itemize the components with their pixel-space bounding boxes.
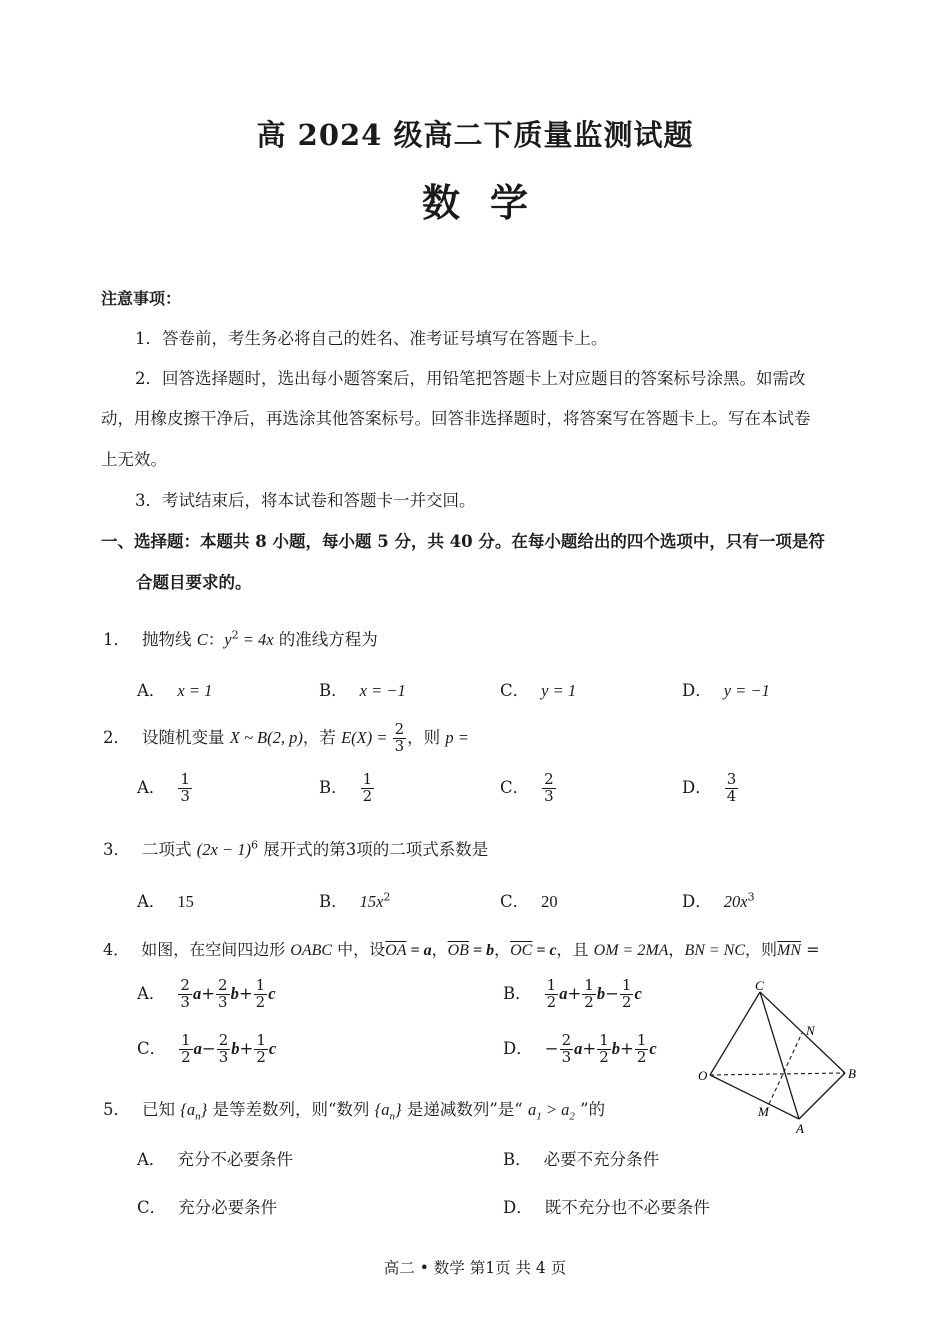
sign: + xyxy=(238,983,253,1003)
math-expression: p = xyxy=(445,727,469,747)
question-text: 展开式的第3项的二项式系数是 xyxy=(257,840,489,859)
option-label: A． xyxy=(137,681,166,700)
math-expression: {a xyxy=(180,1100,196,1119)
math-expression: a xyxy=(528,1100,537,1119)
vector-symbol: b xyxy=(231,1038,240,1058)
question-text: ，且 xyxy=(556,940,594,959)
question-text: ： xyxy=(207,630,225,649)
question-text: 是等差数列，则“数列 xyxy=(207,1100,375,1119)
denominator: 3 xyxy=(180,786,190,805)
denominator: 3 xyxy=(394,736,405,755)
question-3 xyxy=(103,836,488,860)
option-label: B． xyxy=(319,777,348,797)
denominator: 4 xyxy=(726,786,737,805)
math-expression: BN = NC xyxy=(684,942,746,959)
numerator: 2 xyxy=(544,770,554,788)
option-label: C． xyxy=(500,681,530,700)
math-symbol: y xyxy=(224,630,232,649)
option-label: B． xyxy=(319,892,348,911)
option-label: C． xyxy=(137,1038,167,1058)
option-label: D． xyxy=(503,1198,533,1217)
math-expression: } xyxy=(200,1100,208,1119)
q5-option-c[interactable] xyxy=(137,1194,277,1218)
question-text: 抛物线 xyxy=(142,630,197,649)
denominator: 3 xyxy=(561,1047,572,1066)
q1-option-c[interactable] xyxy=(500,677,576,701)
fraction xyxy=(582,978,596,1011)
q2-option-b[interactable] xyxy=(319,772,375,805)
vector-symbol: a xyxy=(559,983,568,1003)
edge-ob-dashed xyxy=(710,1073,845,1075)
q3-option-a[interactable] xyxy=(137,888,194,912)
option-value: 必要不充分条件 xyxy=(543,1150,660,1169)
sign: + xyxy=(619,1038,634,1058)
option-label: C． xyxy=(500,892,530,911)
option-value: 充分不必要条件 xyxy=(177,1150,293,1169)
q2-option-c[interactable] xyxy=(500,772,557,805)
option-value: 20x xyxy=(723,892,748,911)
numerator: 1 xyxy=(599,1031,609,1049)
label-o: O xyxy=(698,1068,708,1083)
vector-symbol: b xyxy=(230,983,239,1003)
math-expression: (2x − 1) xyxy=(196,840,251,859)
fraction xyxy=(542,772,556,805)
option-value: 15 xyxy=(177,892,194,911)
math-expression: X ~ B(2, p) xyxy=(229,727,303,747)
q3-option-b[interactable] xyxy=(319,888,390,912)
option-value: 充分必要条件 xyxy=(178,1198,278,1217)
denominator: 2 xyxy=(362,786,373,805)
question-number: 2． xyxy=(103,727,130,747)
question-4 xyxy=(103,937,820,960)
vector-symbol: a xyxy=(574,1038,583,1058)
question-5 xyxy=(103,1096,605,1122)
question-1 xyxy=(103,626,378,650)
fraction xyxy=(545,978,559,1011)
question-text: = xyxy=(801,940,820,959)
vector-symbol: c xyxy=(268,983,276,1003)
fraction xyxy=(254,1033,268,1066)
question-text: 是递减数列”是“ xyxy=(401,1100,528,1119)
option-value: y = 1 xyxy=(541,681,577,700)
q5-option-a[interactable] xyxy=(137,1146,293,1170)
edge-oa xyxy=(710,1075,799,1119)
numerator: 2 xyxy=(218,1031,229,1049)
numerator: 1 xyxy=(181,1031,191,1049)
edge-oc xyxy=(710,992,760,1075)
q4-option-d[interactable] xyxy=(503,1033,657,1066)
math-expression: = a xyxy=(406,942,432,959)
vector-symbol: c xyxy=(634,983,642,1003)
fraction xyxy=(635,1033,649,1066)
math-expression: = 4x xyxy=(238,630,274,649)
question-number: 5． xyxy=(103,1100,130,1119)
notice-item-1: 1．答卷前，考生务必将自己的姓名、准考证号填写在答题卡上。 xyxy=(135,329,608,348)
numerator: 1 xyxy=(584,976,594,994)
vector-symbol: b xyxy=(611,1038,620,1058)
label-m: M xyxy=(758,1104,769,1119)
math-expression: E(X) = xyxy=(341,727,392,747)
fraction xyxy=(620,978,634,1011)
separator: ， xyxy=(668,940,685,959)
fraction xyxy=(725,772,739,805)
q3-option-c[interactable] xyxy=(500,888,558,912)
denominator: 2 xyxy=(621,992,632,1011)
denominator: 3 xyxy=(218,1047,229,1066)
option-label: A． xyxy=(137,1150,166,1169)
notice-item-3: 3．考试结束后，将本试卷和答题卡一并交回。 xyxy=(135,491,476,510)
numerator: 1 xyxy=(546,976,557,994)
option-value: 15x xyxy=(359,892,384,911)
fraction xyxy=(178,772,192,805)
sign: + xyxy=(582,1038,597,1058)
numerator: 1 xyxy=(255,976,266,994)
segment-mn-dashed xyxy=(769,1033,802,1104)
vector-oc: $\overline{OC}$ xyxy=(510,942,533,959)
sign: − xyxy=(605,983,619,1003)
q2-option-a[interactable] xyxy=(137,772,193,805)
numerator: 2 xyxy=(180,976,190,994)
math-expression: OABC xyxy=(290,942,333,959)
q4-option-c[interactable] xyxy=(137,1033,276,1066)
fraction xyxy=(178,978,192,1011)
option-label: A． xyxy=(137,983,166,1003)
numerator: 3 xyxy=(726,770,737,788)
question-text: ”的 xyxy=(574,1100,606,1119)
exponent: 6 xyxy=(250,838,258,852)
math-expression: OM = 2MA xyxy=(593,942,669,959)
numerator: 1 xyxy=(621,976,632,994)
question-text: ，则 xyxy=(745,940,778,959)
option-label: C． xyxy=(137,1198,167,1217)
denominator: 2 xyxy=(546,992,557,1011)
sign: − xyxy=(201,1038,216,1058)
question-text: ，则 xyxy=(407,727,446,747)
fraction xyxy=(597,1033,611,1066)
option-label: B． xyxy=(503,1150,532,1169)
sign: + xyxy=(201,983,216,1003)
option-label: D． xyxy=(682,681,712,700)
notice-heading: 注意事项： xyxy=(101,289,182,308)
denominator: 2 xyxy=(584,992,594,1011)
exponent: 3 xyxy=(747,890,755,904)
question-number: 1． xyxy=(103,630,130,649)
tetrahedron-figure xyxy=(695,978,865,1138)
numerator: 1 xyxy=(362,770,373,788)
math-symbol: C xyxy=(196,630,208,649)
option-value: x = 1 xyxy=(177,681,213,700)
question-2 xyxy=(103,722,469,755)
option-label: A． xyxy=(137,892,166,911)
denominator: 2 xyxy=(256,1047,266,1066)
numerator: 1 xyxy=(636,1031,647,1049)
option-label: B． xyxy=(503,983,532,1003)
math-expression: } xyxy=(395,1100,402,1119)
q1-option-a[interactable] xyxy=(137,677,212,701)
question-text: 的准线方程为 xyxy=(273,630,378,649)
section-1-heading-line-1: 一、选择题：本题共 8 小题，每小题 5 分，共 40 分。在每小题给出的四个选项中，只有一项是符 xyxy=(101,532,825,551)
numerator: 1 xyxy=(180,770,190,788)
question-text: 设随机变量 xyxy=(142,727,230,747)
question-text: 中，设 xyxy=(332,940,386,959)
numerator: 2 xyxy=(394,720,405,738)
vector-oa: $\overline{OA}$ xyxy=(385,942,407,959)
numerator: 2 xyxy=(561,1031,572,1049)
question-text: 如图，在空间四边形 xyxy=(141,940,291,959)
vector-symbol: c xyxy=(649,1038,657,1058)
page-footer: 高二 • 数学 第1页 共 4 页 xyxy=(383,1259,567,1277)
q2-option-d[interactable] xyxy=(682,772,739,805)
denominator: 3 xyxy=(544,786,554,805)
q5-option-d[interactable] xyxy=(503,1194,710,1218)
question-number: 4． xyxy=(103,940,130,959)
notice-item-2-line-1: 2．回答选择题时，选出每小题答案后，用铅笔把答题卡上对应题目的答案标号涂黑。如需改 xyxy=(135,369,806,388)
numerator: 1 xyxy=(256,1031,266,1049)
q4-option-b[interactable] xyxy=(503,978,642,1011)
q3-option-d[interactable] xyxy=(682,888,755,912)
label-c: C xyxy=(755,978,764,993)
fraction xyxy=(217,1033,231,1066)
option-value: 20 xyxy=(541,892,558,911)
edge-ab xyxy=(799,1073,845,1119)
subscript: 2 xyxy=(569,1110,575,1123)
option-value: 既不充分也不必要条件 xyxy=(544,1198,710,1217)
option-label: A． xyxy=(137,777,166,797)
denominator: 2 xyxy=(181,1047,191,1066)
denominator: 3 xyxy=(180,992,190,1011)
label-b: B xyxy=(848,1066,856,1081)
vector-mn: $\overline{MN}$ xyxy=(777,942,802,959)
denominator: 3 xyxy=(218,992,228,1011)
math-expression: = c xyxy=(532,942,557,959)
vector-symbol: b xyxy=(596,983,606,1003)
subscript: 1 xyxy=(536,1110,542,1123)
fraction xyxy=(179,1033,193,1066)
subject-title: 数学 xyxy=(421,180,558,225)
option-value: x = −1 xyxy=(359,681,406,700)
subscript: n xyxy=(389,1110,396,1123)
question-number: 3． xyxy=(103,840,130,859)
exponent: 2 xyxy=(383,890,391,904)
fraction xyxy=(560,1033,574,1066)
exponent: 2 xyxy=(231,628,239,642)
exam-title: 高 2024 级高二下质量监测试题 xyxy=(256,118,694,152)
denominator: 2 xyxy=(255,992,266,1011)
question-text: 二项式 xyxy=(142,840,197,859)
q5-option-b[interactable] xyxy=(503,1146,659,1170)
option-label: B． xyxy=(319,681,348,700)
separator: ， xyxy=(431,940,448,959)
q4-option-a[interactable] xyxy=(137,978,276,1011)
numerator: 2 xyxy=(218,976,228,994)
separator: ， xyxy=(494,940,511,959)
denominator: 2 xyxy=(599,1047,609,1066)
option-label: D． xyxy=(682,892,712,911)
denominator: 2 xyxy=(636,1047,647,1066)
math-expression: > a xyxy=(541,1100,570,1119)
q1-option-b[interactable] xyxy=(319,677,406,701)
vector-symbol: c xyxy=(268,1038,277,1058)
option-label: C． xyxy=(500,777,530,797)
fraction xyxy=(393,722,407,755)
section-1-heading-line-2: 合题目要求的。 xyxy=(136,573,252,592)
math-expression: {a xyxy=(374,1100,390,1119)
fraction xyxy=(361,772,375,805)
label-n: N xyxy=(806,1023,815,1038)
fraction xyxy=(254,978,268,1011)
notice-item-2-line-3: 上无效。 xyxy=(101,450,167,469)
sign: + xyxy=(239,1038,254,1058)
vector-ob: $\overline{OB}$ xyxy=(447,942,469,959)
option-label: D． xyxy=(503,1038,533,1058)
question-text: 已知 xyxy=(142,1100,181,1119)
option-label: D． xyxy=(682,777,712,797)
sign: − xyxy=(544,1038,559,1058)
sign: + xyxy=(567,983,582,1003)
math-expression: = b xyxy=(468,942,495,959)
notice-item-2-line-2: 动，用橡皮擦干净后，再选涂其他答案标号。回答非选择题时，将答案写在答题卡上。写在本试卷 xyxy=(101,409,811,428)
label-a: A xyxy=(796,1121,804,1136)
question-text: ，若 xyxy=(302,727,342,747)
subscript: n xyxy=(195,1110,201,1123)
vector-symbol: a xyxy=(193,1038,202,1058)
option-value: y = −1 xyxy=(723,681,770,700)
q1-option-d[interactable] xyxy=(682,677,770,701)
fraction xyxy=(216,978,230,1011)
vector-symbol: a xyxy=(192,983,202,1003)
